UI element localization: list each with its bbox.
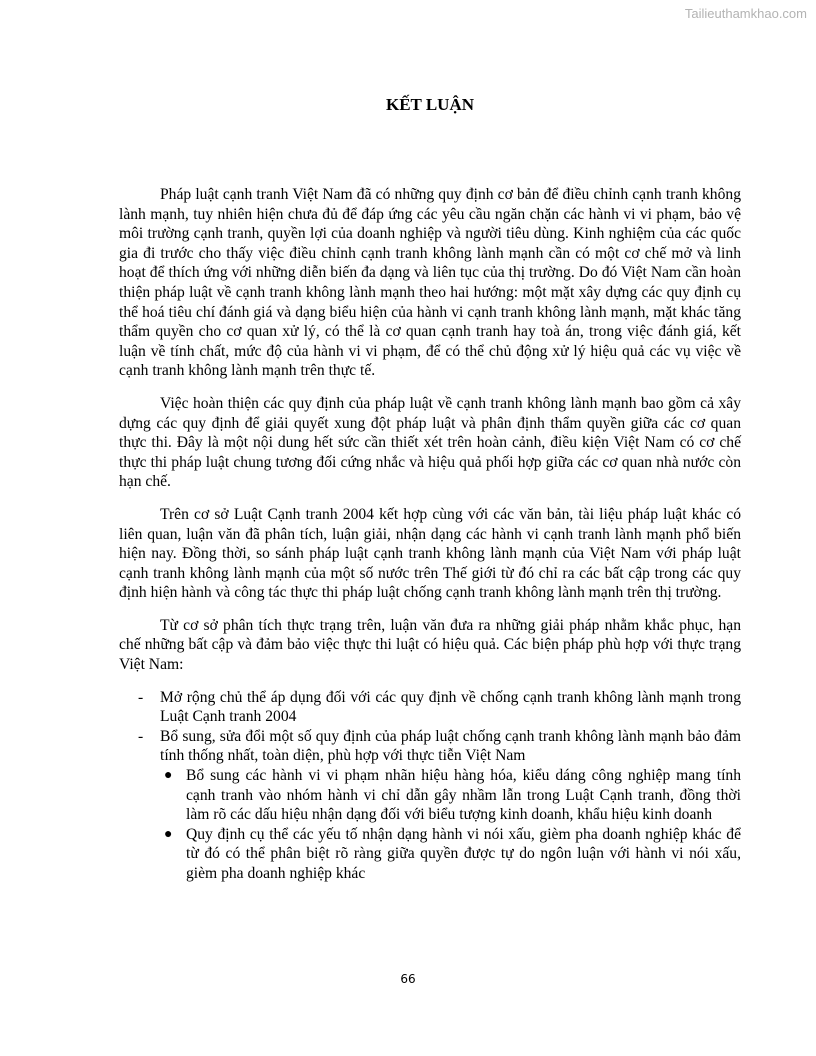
bullet-list-item <box>160 825 741 884</box>
paragraph: Từ cơ sở phân tích thực trạng trên, luận văn đưa ra những giải pháp nhằm khắc phục, hạn chế những bất cập và đảm bảo việc thực thi luật có hiệu quả. Các biện pháp phù hợp với thực trạng Việt Nam: <box>119 616 741 674</box>
paragraph: Pháp luật cạnh tranh Việt Nam đã có những quy định cơ bản để điều chỉnh cạnh tranh không lành mạnh, tuy nhiên hiện chưa đủ để đáp ứng các yêu cầu ngăn chặn các hành vi vi phạm, bảo vệ môi trường cạnh tranh, quyền lợi của doanh nghiệp và người tiêu dùng. Kinh nghiệm của các quốc gia đi trước cho thấy việc điều chỉnh cạnh tranh không lành mạnh cần có một cơ chế mở và linh hoạt để thích ứng với những diễn biến đa dạng và liên tục của thị trường. Do đó Việt Nam cần hoàn thiện pháp luật về cạnh tranh không lành mạnh theo hai hướng: một mặt xây dựng các quy định cụ thể hoá tiêu chí đánh giá và dạng biểu hiện của hành vi cạnh tranh không lành mạnh, mặt khác tăng thẩm quyền cho cơ quan xử lý, có thể là cơ quan cạnh tranh hay toà án, trong việc đánh giá, kết luận về tính chất, mức độ của hành vi vi phạm, để có thể chủ động xử lý hiệu quả các vụ việc về cạnh tranh không lành mạnh trên thực tế. <box>119 186 741 380</box>
dash-list-item <box>119 688 741 727</box>
dash-marker: - <box>138 727 144 745</box>
title-spacer <box>119 130 741 185</box>
dash-marker: - <box>138 688 144 706</box>
document-body <box>119 90 741 884</box>
paragraph: Trên cơ sở Luật Cạnh tranh 2004 kết hợp cùng với các văn bản, tài liệu pháp luật khác có liên quan, luận văn đã phân tích, luận giải, nhận dạng các hành vi cạnh tranh lành mạnh phổ biến hiện nay. Đồng thời, so sánh pháp luật cạnh tranh không lành mạnh của Việt Nam với pháp luật cạnh tranh không lành mạnh của một số nước trên Thế giới từ đó chỉ ra các bất cập trong các quy định hiện hành và công tác thực thi pháp luật chống cạnh tranh không lành mạnh trên thị trường. <box>119 505 741 602</box>
dash-list-item <box>119 727 741 884</box>
dash-item-text: Bổ sung, sửa đổi một số quy định của pháp luật chống cạnh tranh không lành mạnh bảo đảm tính thống nhất, toàn diện, phù hợp với thực tiễn Việt Nam <box>160 727 741 765</box>
bullet-item-text: Quy định cụ thể các yếu tố nhận dạng hành vi nói xấu, gièm pha doanh nghiệp khác để từ đó có thể phân biệt rõ ràng giữa quyền được tự do ngôn luận với hành vi nói xấu, gièm pha doanh nghiệp khác <box>186 825 741 882</box>
bullet-item-text: Bổ sung các hành vi vi phạm nhãn hiệu hàng hóa, kiểu dáng công nghiệp mang tính cạnh tranh vào nhóm hành vi chỉ dẫn gây nhầm lẫn trong Luật Cạnh tranh, đồng thời làm rõ các dấu hiệu nhận dạng đối với biểu tượng kinh doanh, khẩu hiệu kinh doanh <box>186 767 741 824</box>
paragraph: Việc hoàn thiện các quy định của pháp luật về cạnh tranh không lành mạnh bao gồm cả xây dựng các quy định để giải quyết xung đột pháp luật và phân định thẩm quyền giữa các cơ quan thực thi. Đây là một nội dung hết sức cần thiết xét trên hoàn cảnh, điều kiện Việt Nam có cơ chế thực thi pháp luật chung tương đối cứng nhắc và hiệu quả phối hợp giữa các cơ quan nhà nước còn hạn chế. <box>119 394 741 491</box>
bullet-list <box>160 766 741 884</box>
dash-list <box>119 688 741 884</box>
bullet-icon: ● <box>164 826 173 842</box>
page-number: 66 <box>400 972 416 986</box>
dash-item-text: Mở rộng chủ thể áp dụng đối với các quy định về chống cạnh tranh không lành mạnh trong Luật Cạnh tranh 2004 <box>160 688 741 726</box>
bullet-list-item <box>160 766 741 825</box>
watermark: Tailieuthamkhao.com <box>684 6 807 21</box>
page-title: KẾT LUẬN <box>385 95 474 114</box>
bullet-icon: ● <box>164 768 173 784</box>
